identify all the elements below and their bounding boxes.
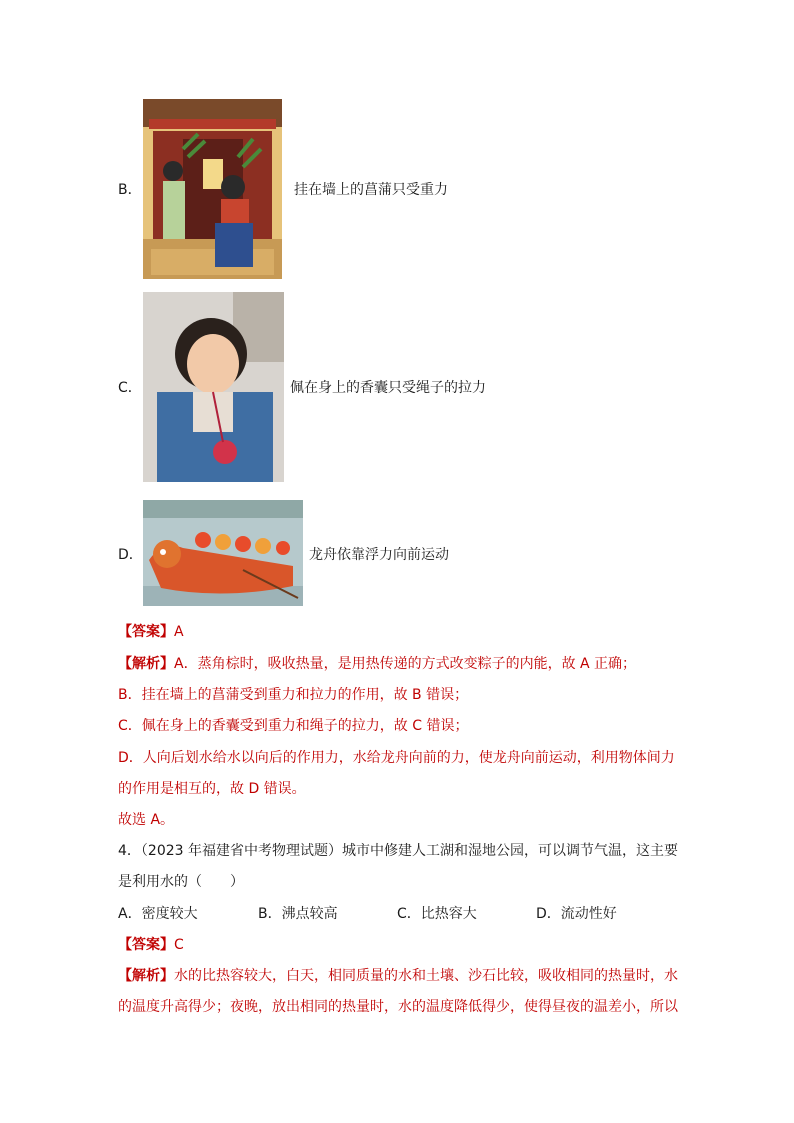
analysis-3-line4: D．人向后划水给水以向后的作用力，水给龙舟向前的力，使龙舟向前运动，利用物体间力 xyxy=(118,750,675,766)
analysis-4-line1 xyxy=(118,966,678,986)
analysis-3-line1 xyxy=(118,654,636,674)
dragon-boat-photo xyxy=(143,500,303,606)
answer-4 xyxy=(118,935,184,955)
answer-3 xyxy=(118,622,184,642)
option-d-letter: D． xyxy=(118,547,143,563)
answer-value: C xyxy=(174,937,184,953)
answer-label: 【答案】 xyxy=(118,937,174,953)
analysis-3-line5: 的作用是相互的，故 D 错误。 xyxy=(118,781,306,797)
analysis-3-line3: C．佩在身上的香囊受到重力和绳子的拉力，故 C 错误； xyxy=(118,718,469,734)
option-b-text: 挂在墙上的菖蒲只受重力 xyxy=(294,182,448,198)
choice-d: D．流动性好 xyxy=(536,906,617,922)
analysis-label: 【解析】 xyxy=(118,656,174,672)
choice-c: C．比热容大 xyxy=(397,906,477,922)
conclusion-3: 故选 A。 xyxy=(118,812,175,828)
answer-value: A xyxy=(174,624,184,640)
option-b-letter: B． xyxy=(118,182,142,198)
option-d-text: 龙舟依靠浮力向前运动 xyxy=(309,547,449,563)
analysis-text: A．蒸角棕时，吸收热量，是用热传递的方式改变粽子的内能，故 A 正确； xyxy=(174,656,637,672)
question-4-line1: 4．（2023 年福建省中考物理试题）城市中修建人工湖和湿地公园，可以调节气温，这主要 xyxy=(118,843,678,859)
dragon-boat-festival-illustration xyxy=(143,99,282,279)
question-4-choices xyxy=(118,904,678,924)
child-with-sachet-photo xyxy=(143,292,284,482)
analysis-3-line2: B．挂在墙上的菖蒲受到重力和拉力的作用，故 B 错误； xyxy=(118,687,469,703)
choice-b: B．沸点较高 xyxy=(258,906,338,922)
analysis-4-line2: 的温度升高得少；夜晚，放出相同的热量时，水的温度降低得少，使得昼夜的温差小，所以 xyxy=(118,999,678,1015)
option-c-letter: C． xyxy=(118,380,142,396)
question-4-line2: 是利用水的（ ） xyxy=(118,874,244,890)
analysis-text: 水的比热容较大，白天，相同质量的水和土壤、沙石比较，吸收相同的热量时，水 xyxy=(174,968,678,984)
analysis-label: 【解析】 xyxy=(118,968,174,984)
option-c-text: 佩在身上的香囊只受绳子的拉力 xyxy=(290,380,486,396)
answer-label: 【答案】 xyxy=(118,624,174,640)
choice-a: A．密度较大 xyxy=(118,906,198,922)
